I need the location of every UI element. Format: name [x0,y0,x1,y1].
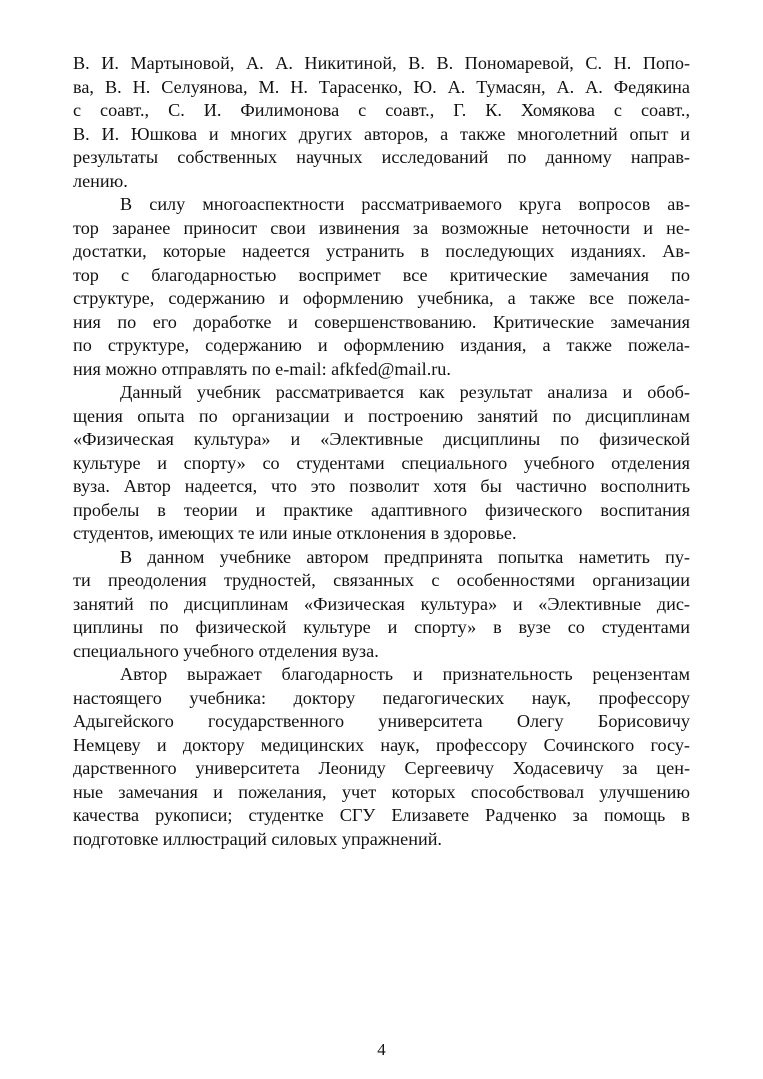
text-line: В данном учебнике автором предпринята попытка наметить пу- [120,546,690,567]
text-line: ва, В. Н. Селуянова, М. Н. Тарасенко, Ю. А. Тумасян, А. А. Федякина [73,76,690,97]
text-line: Адыгейского государственного университета Олегу Борисовичу [73,711,690,731]
text-line: В. И. Юшкова и многих других авторов, а также многолетний опыт и [73,123,690,144]
paragraph [73,381,690,546]
text-line: циплины по физической культуре и спорту» в вузе со студентами [73,617,690,637]
text-line: В. И. Мартыновой, А. А. Никитиной, В. В. Пономаревой, С. Н. Попо- [73,53,690,73]
text-line: структуре, содержанию и оформлению учебника, а также все пожела- [73,288,690,308]
text-line: ные замечания и пожелания, учет которых способствовал улучшению [73,781,690,802]
text-line: студентов, имеющих те или иные отклонения в здоровье. [73,523,517,543]
text-line: В силу многоаспектности рассматриваемого круга вопросов ав- [120,194,690,214]
text-line: тор с благодарностью воспримет все критические замечания по [73,264,690,285]
paragraph [73,546,690,664]
text-line: занятий по дисциплинам «Физическая культура» и «Элективные дис- [73,593,690,614]
text-line: Данный учебник рассматривается как результат анализа и обоб- [120,382,690,402]
text-line: Немцеву и доктору медицинских наук, профессору Сочинского госу- [73,734,690,755]
paragraph [73,52,690,193]
text-line: результаты собственных научных исследований по данному направ- [73,147,690,167]
page-number: 4 [377,1040,386,1059]
text-line: дарственного университета Леониду Сергеевичу Ходасевичу за цен- [73,758,690,778]
text-line: вуза. Автор надеется, что это позволит хотя бы частично восполнить [73,476,690,496]
text-line: специального учебного отделения вуза. [73,640,379,661]
page-body [73,52,690,851]
text-line: культуре и спорту» со студентами специального учебного отделения [73,452,690,473]
text-line: ния по его доработке и совершенствованию. Критические замечания [73,311,690,332]
text-line: с соавт., С. И. Филимонова с соавт., Г. К. Хомякова с соавт., [73,100,690,120]
text-line: лению. [73,170,128,191]
text-line: качества рукописи; студентке СГУ Елизавете Радченко за помощь в [73,805,690,825]
paragraph [73,193,690,381]
text-line: тор заранее приносит свои извинения за возможные неточности и не- [73,217,690,238]
text-line: достатки, которые надеется устранить в последующих изданиях. Ав- [73,241,690,261]
text-line: по структуре, содержанию и оформлению издания, а также пожела- [73,335,690,355]
text-line: Автор выражает благодарность и признательность рецензентам [120,664,690,684]
text-line: «Физическая культура» и «Элективные дисциплины по физической [73,429,690,449]
text-line: подготовке иллюстраций силовых упражнений. [73,828,442,849]
text-line: ти преодоления трудностей, связанных с особенностями организации [73,570,690,590]
text-line: настоящего учебника: доктору педагогических наук, профессору [73,687,690,708]
text-line: пробелы в теории и практике адаптивного физического воспитания [73,499,690,520]
text-line: ния можно отправлять по e-mail: afkfed@mail.ru. [73,358,451,379]
paragraph [73,663,690,851]
text-line: щения опыта по организации и построению занятий по дисциплинам [73,405,690,426]
